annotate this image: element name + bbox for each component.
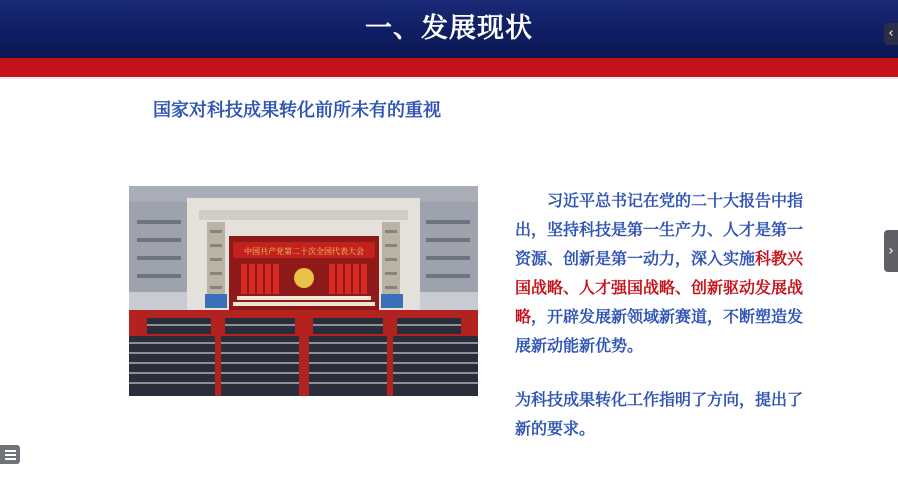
chevron-left-icon[interactable]: ‹ <box>884 23 898 45</box>
section-heading: 国家对科技成果转化前所未有的重视 <box>153 100 441 121</box>
quote-text: 习近平总书记在党的二十大报告中指出，坚持科技是第一生产力、人才是第一资源、创新是第一动力，深入实施 <box>515 191 804 268</box>
report-quote-paragraph <box>515 186 815 360</box>
congress-hall-photo <box>129 186 478 396</box>
slide-title: 一、发展现状 <box>365 13 533 44</box>
photo-banner-text: 中国共产党第二十次全国代表大会 <box>244 247 364 256</box>
header-red-band <box>0 58 898 77</box>
menu-list-icon[interactable] <box>0 445 20 464</box>
chevron-right-icon[interactable]: › <box>884 230 898 272</box>
conclusion-paragraph: 为科技成果转化工作指明了方向，提出了新的要求。 <box>515 390 804 438</box>
quote-text-end: ，开辟发展新领域新赛道，不断塑造发展新动能新优势。 <box>515 307 804 355</box>
header-bar <box>0 0 898 58</box>
strategy-highlight: 科教兴国战略、人才强国战略、创新驱动发展战略 <box>515 249 804 326</box>
